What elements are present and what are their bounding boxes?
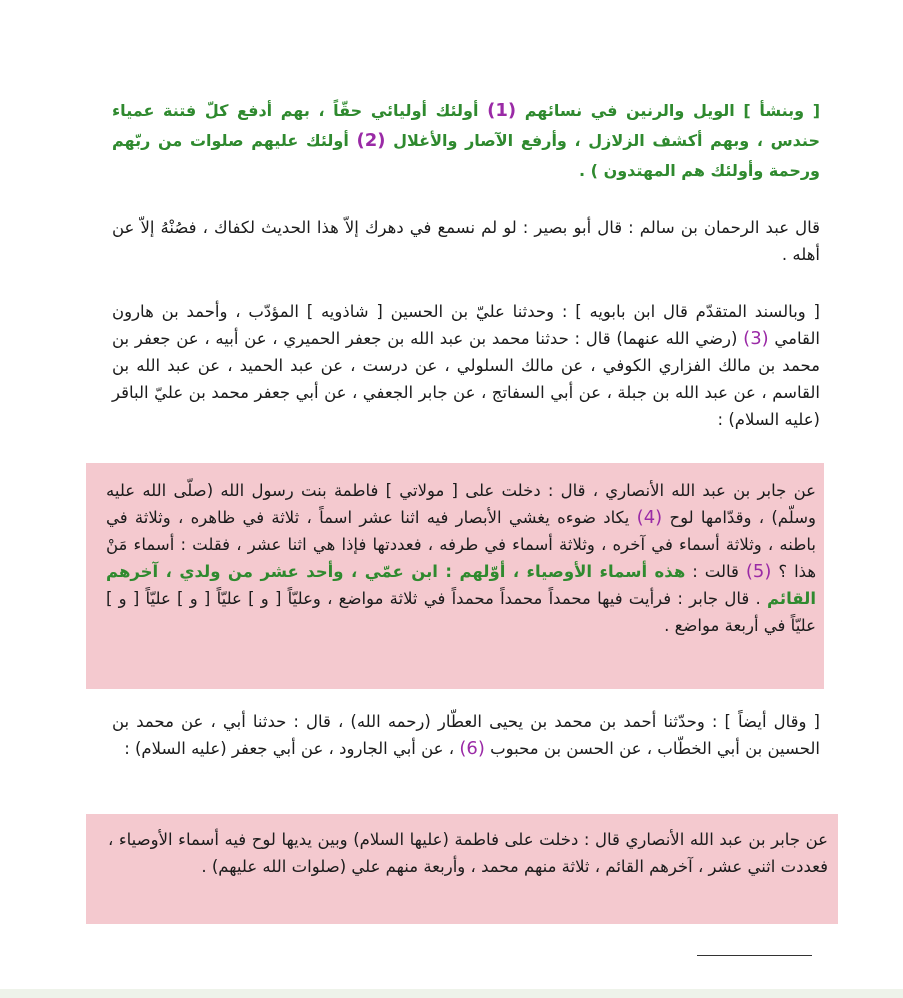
footnote-marker-4[interactable]: (4) (636, 507, 663, 528)
text-run: قالت : (692, 562, 739, 581)
green-text-run: هذه أسماء الأوصياء ، أوّلهم : ابن عمّي ، وأحد عشر من ولدي ، آخرهم القائم (106, 562, 817, 608)
highlighted-hadith-block (86, 463, 824, 689)
green-paragraph (112, 96, 820, 196)
footnote-marker-3[interactable]: (3) (743, 328, 769, 349)
highlighted-hadith-block-2 (86, 814, 838, 924)
text-run: عن جابر بن عبد الله الأنصاري قال : دخلت على فاطمة (عليها السلام) وبين يديها لوح فيه أسماء الأوصياء ، فعددت اثني عشر ، آخرهم القائم ، ثلاثة منهم محمد ، وأربعة منهم علي (صلوات الله عليهم) . (108, 830, 828, 876)
footnote-separator (697, 955, 812, 956)
footnote-marker-5[interactable]: (5) (745, 561, 772, 582)
text-run: ، عن أبي الجارود ، عن أبي جعفر (عليه السلام) : (124, 739, 455, 758)
text-run: أولئك عليهم صلوات من ربّهم ورحمة وأولئك هم المهتدون ) . (112, 131, 820, 180)
text-run: أولئك أوليائي حقّاً ، بهم أدفع كلّ فتنة عمياء حندس ، وبهم أكشف الزلازل ، وأرفع الآصار والأغلال (112, 101, 820, 150)
text-run: قال عبد الرحمان بن سالم : قال أبو بصير : لو لم نسمع في دهرك إلاّ هذا الحديث لكفاك ، فصُنْهُ إلاّ عن أهله . (112, 218, 820, 264)
narration-paragraph (112, 214, 820, 272)
footnote-marker-1[interactable]: (1) (487, 100, 517, 121)
chain-paragraph-2 (112, 708, 820, 804)
text-run: عن جابر بن عبد الله الأنصاري ، قال : دخلت على [ مولاتي ] فاطمة بنت رسول الله (صلّى الله عليه وسلّم) ، وقدّامها لوح (106, 481, 816, 527)
text-run: [ وبنشأ ] الويل والرنين في نسائهم (524, 101, 821, 120)
text-run: (رضي الله عنهما) قال : حدثنا محمد بن عبد الله بن جعفر الحميري ، عن أبيه ، عن جعفر بن محمد بن مالك الفزاري الكوفي ، عن مالك السلولي ، عن درست ، عن عبد الحميد ، عن عبد الله بن القاسم ، عن عبد الله بن جبلة ، عن أبي السفاتج ، عن جابر الجعفي ، عن أبي جعفر محمد بن عليّ الباقر (عليه السلام) : (112, 329, 820, 429)
text-run: [ وبالسند المتقدّم قال ابن بابويه ] : وحدثنا عليّ بن الحسين [ شاذويه ] المؤدّب ، وأحمد بن هارون القامي (112, 302, 820, 348)
footnote-marker-2[interactable]: (2) (356, 130, 386, 151)
chain-paragraph (112, 298, 820, 448)
text-run: يكاد ضوءه يغشي الأبصار فيه اثنا عشر اسماً ، ثلاثة في ظاهره ، وثلاثة في باطنه ، وثلاثة أسماء في آخره ، وثلاثة أسماء في طرفه ، فعددتها فإذا هي اثنا عشر ، فقلت : أسماء مَنْ هذا ؟ (106, 508, 817, 581)
text-run: . قال جابر : فرأيت فيها محمداً محمداً محمداً في ثلاثة مواضع ، وعليّاً [ و ] عليّاً [ و ] عليّاً [ و ] عليّاً في أربعة مواضع . (106, 589, 816, 635)
text-run: [ وقال أيضاً ] : وحدّثنا أحمد بن محمد بن يحيى العطّار (رحمه الله) ، قال : حدثنا أبي ، عن محمد بن الحسين بن أبي الخطّاب ، عن الحسن بن محبوب (112, 712, 820, 758)
footnote-marker-6[interactable]: (6) (459, 738, 485, 759)
page-bottom-strip (0, 989, 903, 998)
